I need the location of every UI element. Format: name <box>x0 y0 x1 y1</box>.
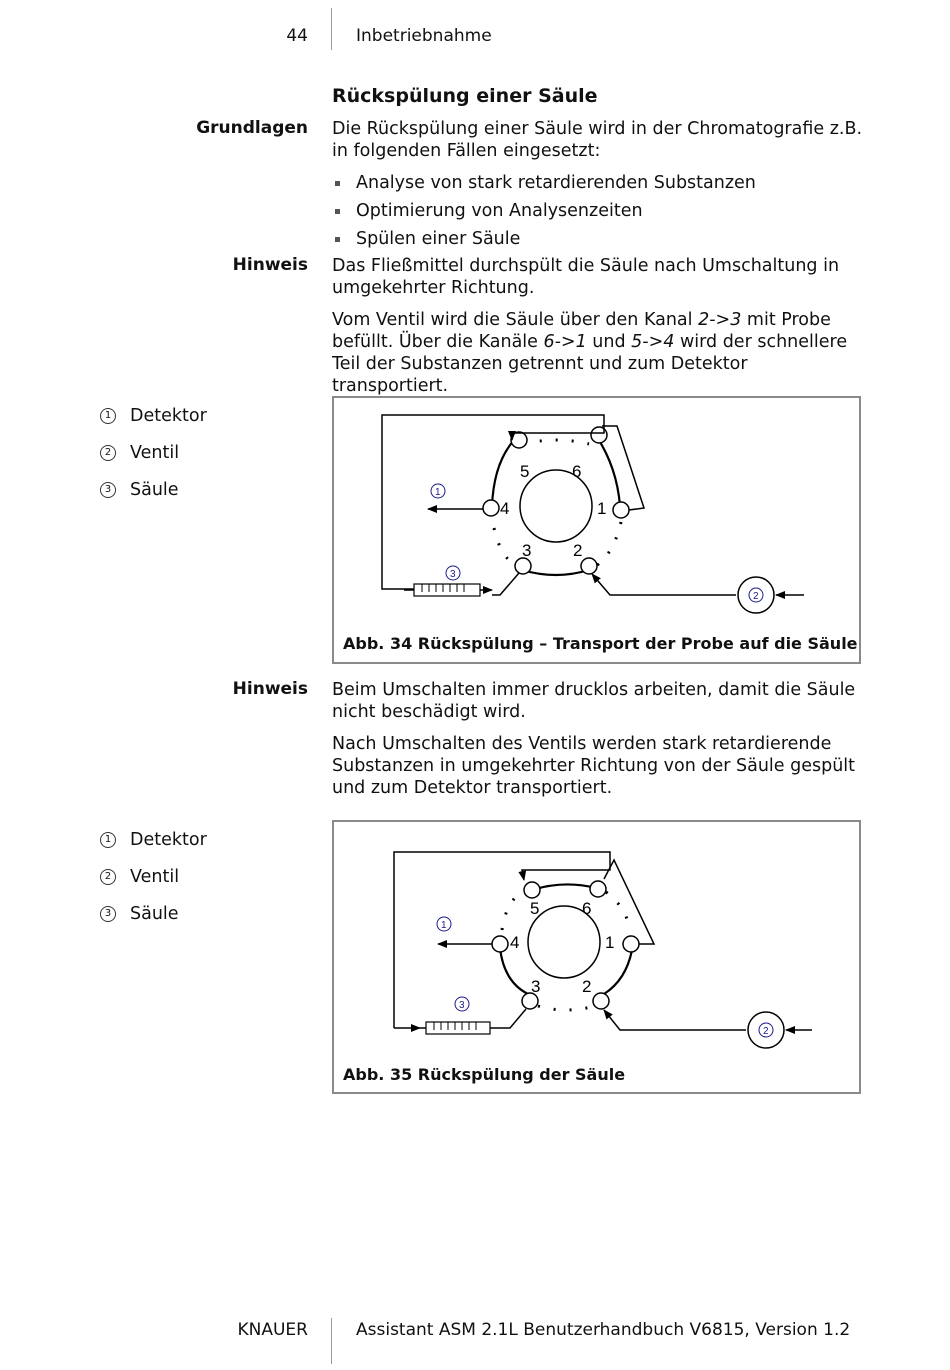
port-label: 4 <box>510 933 520 952</box>
hinweis-text: Beim Umschalten immer drucklos arbeiten, damit die Säule nicht beschädigt wird. <box>332 680 856 722</box>
legend-label: Säule <box>130 904 179 924</box>
hinweis-text: Das Fließmittel durchspült die Säule nach Umschaltung in umgekehrter Richtung. <box>332 256 840 298</box>
channel-arc-5-6 <box>512 422 600 428</box>
port-label: 3 <box>531 977 541 996</box>
column <box>414 584 480 596</box>
list-item: Optimierung von Analysenzeiten <box>332 200 756 228</box>
callout-number: 3 <box>100 906 116 922</box>
list-item: Spülen einer Säule <box>332 228 756 256</box>
port3-to-column <box>492 573 519 595</box>
bullet-list <box>332 172 756 256</box>
open-arc-3-2 <box>538 1006 596 1010</box>
callout-text: 2 <box>763 1026 769 1037</box>
legend-label: Detektor <box>130 406 207 426</box>
bypass-line <box>602 426 644 510</box>
footer-brand: KNAUER <box>237 1320 308 1340</box>
legend-label: Säule <box>130 480 179 500</box>
callout-number: 1 <box>100 408 116 424</box>
port-2 <box>593 993 609 1009</box>
valve-diagram-load <box>334 398 859 662</box>
open-arc-4-3 <box>494 528 516 566</box>
inlet-line <box>592 574 736 595</box>
section-title: Rückspülung einer Säule <box>332 85 598 107</box>
callout-text: 3 <box>459 1000 465 1011</box>
arrow-to-port-5 <box>522 862 610 880</box>
port-5 <box>511 432 527 448</box>
figure-caption: Abb. 34 Rückspülung – Transport der Probe auf die Säule <box>343 634 858 653</box>
port-6 <box>590 881 606 897</box>
callout-text: 1 <box>435 487 441 498</box>
port-label: 4 <box>500 499 510 518</box>
header-divider <box>331 8 332 50</box>
valve-diagram-backflush <box>334 822 859 1092</box>
legend-label: Ventil <box>130 443 180 463</box>
channel-arc-5-6 <box>532 884 596 890</box>
callout-number: 1 <box>100 832 116 848</box>
callout-text: 1 <box>441 920 447 931</box>
port-2 <box>581 558 597 574</box>
channel-arc-6-1 <box>597 437 620 506</box>
port-4 <box>492 936 508 952</box>
open-arc-1-2 <box>596 522 621 566</box>
callout-text: 3 <box>450 569 456 580</box>
column <box>426 1022 490 1034</box>
channel-arc-2-3 <box>522 570 589 575</box>
port-5 <box>524 882 540 898</box>
figure-caption: Abb. 35 Rückspülung der Säule <box>343 1065 626 1084</box>
figure-34 <box>332 396 861 664</box>
callout-number: 3 <box>100 482 116 498</box>
footer-divider <box>331 1318 332 1364</box>
callout-number: 2 <box>100 869 116 885</box>
inlet-line <box>604 1010 746 1030</box>
open-arc-4-5 <box>502 892 522 930</box>
port-label: 6 <box>572 462 582 481</box>
page-number: 44 <box>286 26 308 46</box>
port-label: 1 <box>597 499 607 518</box>
footer-document: Assistant ASM 2.1L Benutzerhandbuch V6815, Version 1.2 <box>356 1320 851 1340</box>
figure-35 <box>332 820 861 1094</box>
port-label: 6 <box>582 899 592 918</box>
flow-description: Vom Ventil wird die Säule über den Kanal 2->3 mit Probe befüllt. Über die Kanäle 6->1 und 5->4 wird der schnellere Teil der Substanzen getrennt und zum Detektor transportiert. <box>332 310 848 396</box>
callout-number: 2 <box>100 445 116 461</box>
list-item: Analyse von stark retardierenden Substanzen <box>332 172 756 200</box>
callout-text: 2 <box>753 591 759 602</box>
port-label: 2 <box>573 541 583 560</box>
hinweis-label: Hinweis <box>232 255 308 275</box>
hinweis-label: Hinweis <box>232 679 308 699</box>
grundlagen-text: Die Rückspülung einer Säule wird in der Chromatografie z.B. in folgenden Fällen eingesetzt: <box>332 119 863 161</box>
port-label: 3 <box>522 541 532 560</box>
port-label: 2 <box>582 977 592 996</box>
open-arc-5-6 <box>524 440 589 444</box>
port-label: 1 <box>605 933 615 952</box>
chapter-title: Inbetriebnahme <box>356 26 492 46</box>
legend-label: Ventil <box>130 867 180 887</box>
bypass-line <box>604 860 654 944</box>
port-3 <box>515 558 531 574</box>
legend-label: Detektor <box>130 830 207 850</box>
open-arc-6-1 <box>606 892 630 930</box>
port-1 <box>623 936 639 952</box>
channel-arc-4-3 <box>500 948 528 994</box>
grundlagen-label: Grundlagen <box>196 118 308 138</box>
channel-arc-1-2 <box>604 950 632 994</box>
port-1 <box>613 502 629 518</box>
column-to-port3 <box>490 1009 526 1028</box>
port-4 <box>483 500 499 516</box>
port-label: 5 <box>530 899 540 918</box>
reverse-description: Nach Umschalten des Ventils werden stark retardierende Substanzen in umgekehrter Richtung von der Säule gespült und zum Detektor transportiert. <box>332 734 856 798</box>
port-label: 5 <box>520 462 530 481</box>
